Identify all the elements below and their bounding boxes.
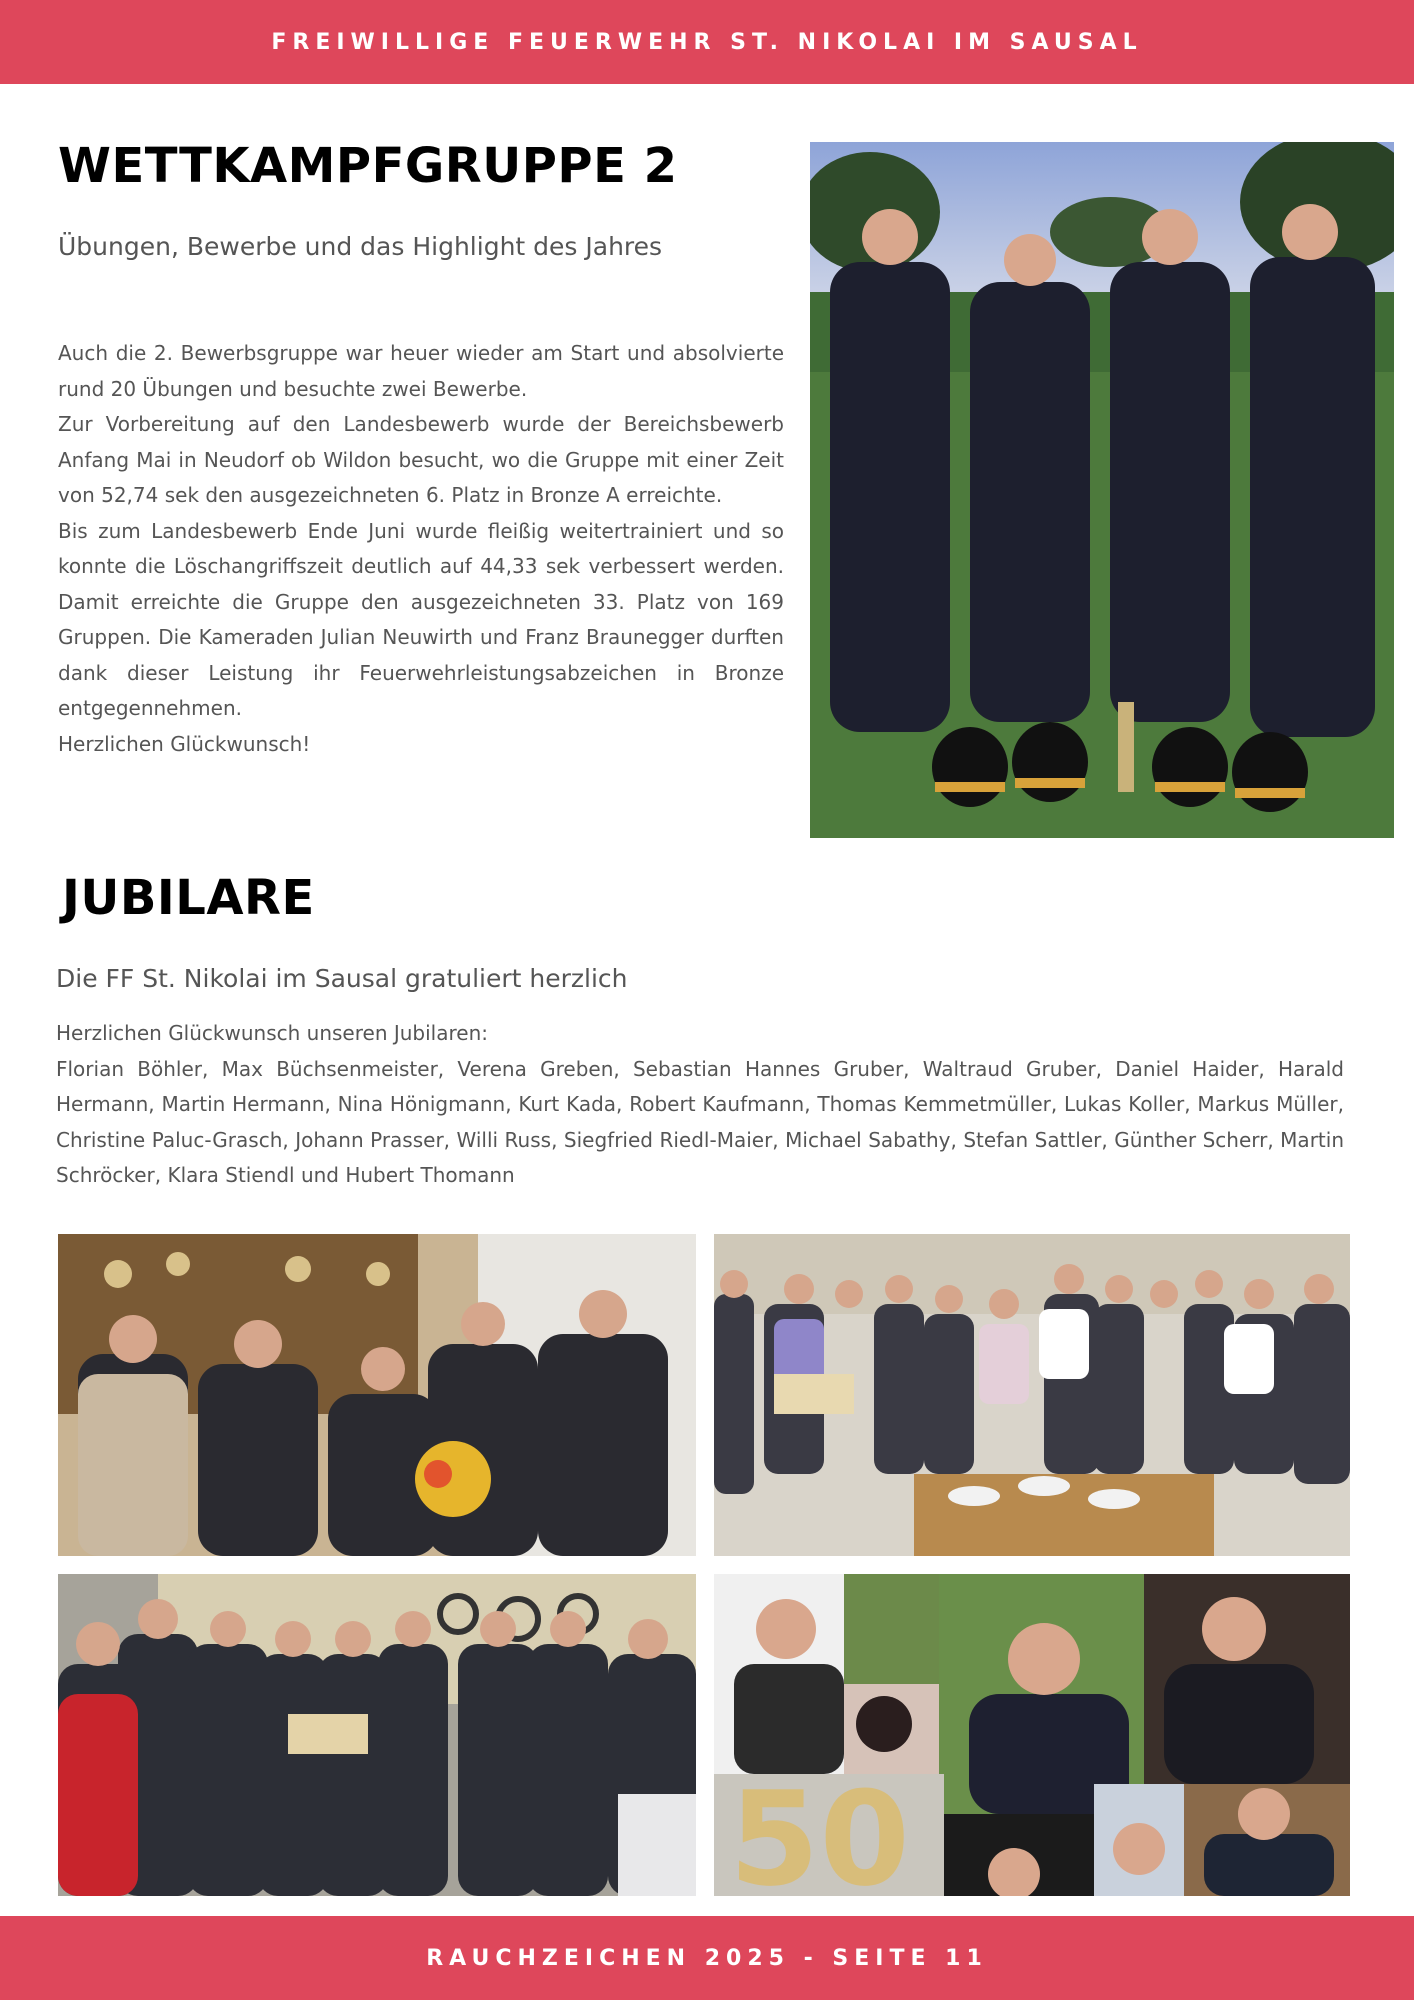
jubilare-photo-3 (58, 1574, 696, 1896)
jubilare-intro: Herzlichen Glückwunsch unseren Jubilaren: (56, 1021, 488, 1045)
jubilare-body (56, 1016, 1344, 1194)
section-subtitle-jubilare: Die FF St. Nikolai im Sausal gratuliert herzlich (56, 964, 628, 993)
section-subtitle-wettkampf: Übungen, Bewerbe und das Highlight des Jahres (58, 232, 663, 261)
header-band (0, 0, 1414, 84)
wettkampf-body (58, 336, 784, 762)
section-heading-jubilare: JUBILARE (62, 870, 315, 926)
footer-title: RAUCHZEICHEN 2025 - SEITE 11 (426, 1945, 988, 1971)
paragraph: Herzlichen Glückwunsch! (58, 731, 311, 756)
paragraph: Zur Vorbereitung auf den Landesbewerb wurde der Bereichsbewerb Anfang Mai in Neudorf ob Wildon besucht, wo die Gruppe mit einer Zeit von 52,74 sek den ausgezeichneten 6. Platz in Bronze A erreichte. (58, 412, 784, 507)
footer-band (0, 1916, 1414, 2000)
paragraph: Auch die 2. Bewerbsgruppe war heuer wieder am Start und absolvierte rund 20 Übungen und besuchte zwei Bewerbe. (58, 341, 784, 401)
jubilare-photo-2 (714, 1234, 1350, 1556)
paragraph: Bis zum Landesbewerb Ende Juni wurde fleißig weitertrainiert und so konnte die Löschangriffszeit deutlich auf 44,33 sek verbessert werden. Damit erreichte die Gruppe den ausgezeichneten 33. Platz von 169 Gruppen. Die Kameraden Julian Neuwirth und Franz Braunegger durften dank dieser Leistung ihr Feuerwehrleistungsabzeichen in Bronze entgegennehmen. (58, 518, 784, 720)
jubilare-photo-4 (714, 1574, 1350, 1896)
section-heading-wettkampf: WETTKAMPFGRUPPE 2 (58, 138, 678, 194)
jubilare-photo-1 (58, 1234, 696, 1556)
header-title: FREIWILLIGE FEUERWEHR ST. NIKOLAI IM SAUSAL (271, 29, 1143, 55)
jubilare-names: Florian Böhler, Max Büchsenmeister, Verena Greben, Sebastian Hannes Gruber, Waltraud Gruber, Daniel Haider, Harald Hermann, Martin Hermann, Nina Hönigmann, Kurt Kada, Robert Kaufmann, Thomas Kemmetmüller, Lukas Koller, Markus Müller, Christine Paluc-Grasch, Johann Prasser, Willi Russ, Siegfried Riedl-Maier, Michael Sabathy, Stefan Sattler, Günther Scherr, Martin Schröcker, Klara Stiendl und Hubert Thomann (56, 1056, 1344, 1187)
team-photo (810, 142, 1394, 838)
svg-text:50: 50 (729, 1763, 910, 1896)
